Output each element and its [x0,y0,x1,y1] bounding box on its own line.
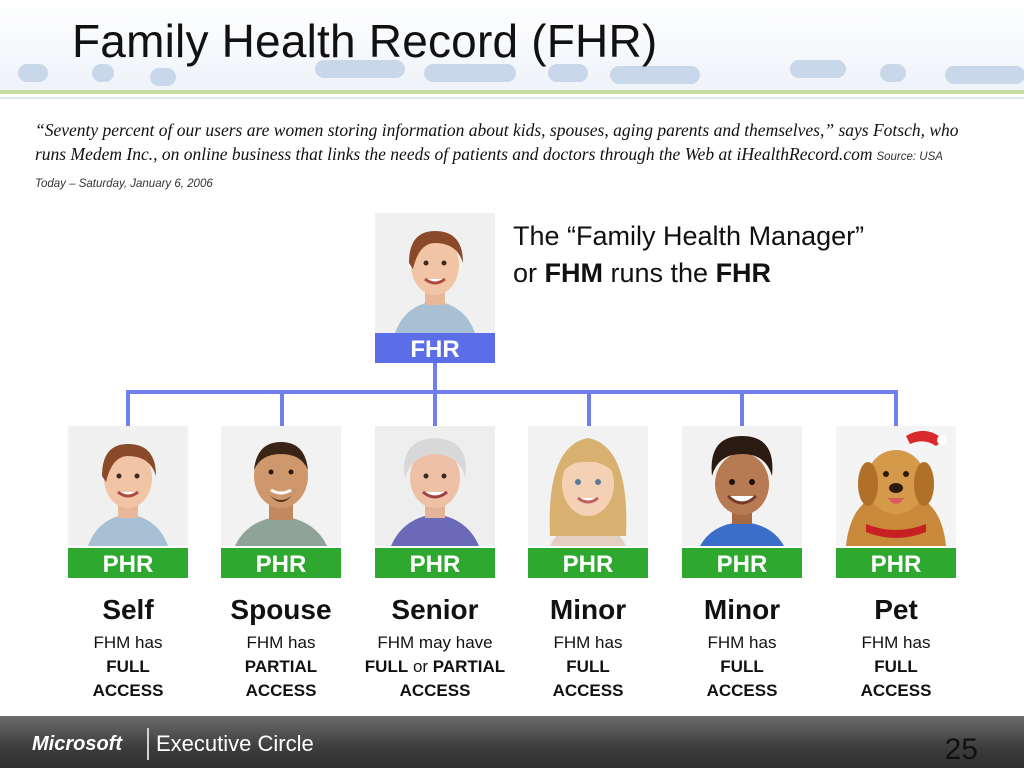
phr-tag: PHR [528,548,648,578]
access-line2 [503,655,673,679]
tree-branch-line [894,390,898,426]
decor-dot [18,64,48,82]
access-word: ACCESS [245,681,317,700]
header-divider [0,90,1024,94]
access-line1: FHM has [553,633,623,652]
tree-branch-line [740,390,744,426]
phr-tag: PHR [68,548,188,578]
member-access-self [43,631,213,703]
microsoft-logo: Microsoft [32,733,122,755]
access-word: ACCESS [860,681,932,700]
access-line2 [657,655,827,679]
decor-dot [150,68,176,86]
quote-source: Source: USA Today – Saturday, January 6, 2006 [35,151,943,190]
slide-title: Family Health Record (FHR) [72,15,658,67]
member-access-pet [811,631,981,703]
tree-trunk-line [433,363,437,393]
minor-girl-photo [528,426,648,546]
access-word: ACCESS [706,681,778,700]
decor-dot [790,60,846,78]
decor-dot [880,64,906,82]
access-level: FULL [364,657,409,676]
access-line3 [196,679,366,703]
header-divider-thin [0,97,1024,99]
access-line1: FHM has [246,633,316,652]
page-number: 25 [944,733,978,766]
member-name-senior: Senior [391,594,479,625]
phr-tag: PHR [836,548,956,578]
access-line1: FHM has [861,633,931,652]
access-line1: FHM has [707,633,777,652]
decor-dot [610,66,700,84]
access-line3 [503,679,673,703]
logo-separator [147,728,149,760]
quote-text: “Seventy percent of our users are women storing information about kids, spouses, aging parents and themselves,” says Fotsch, who runs Medem Inc., on online business that links the needs of patients and doctors through the Web at iHealthRecord.com [35,120,959,164]
fhm-caption-bold-fhm: FHM [544,258,603,288]
member-name-pet: Pet [874,594,918,625]
senior-photo [375,426,495,546]
tree-branch-line [433,390,437,426]
phr-tag: PHR [375,548,495,578]
access-line1: FHM has [93,633,163,652]
quote-block [35,118,975,196]
access-line2 [811,655,981,679]
footer-bar [0,716,1024,768]
access-level: FULL [566,657,610,676]
tree-branch-line [587,390,591,426]
access-line3 [350,679,520,703]
access-level-alt: PARTIAL [432,657,506,676]
access-line3 [811,679,981,703]
access-level: FULL [720,657,764,676]
member-name-self: Self [102,594,154,625]
access-line2 [350,655,520,679]
access-line2 [196,655,366,679]
member-name-spouse: Spouse [230,594,332,625]
fhm-caption [513,218,893,292]
executive-circle-label: Executive Circle [156,731,314,756]
member-access-minor [503,631,673,703]
spouse-photo [221,426,341,546]
access-word: ACCESS [92,681,164,700]
access-level: PARTIAL [244,657,318,676]
fhr-tag: FHR [375,333,495,363]
member-access-senior [350,631,520,703]
access-word: ACCESS [552,681,624,700]
decor-dot [945,66,1024,84]
manager-photo [375,213,495,333]
pet-photo [836,426,956,546]
phr-tag: PHR [221,548,341,578]
tree-branch-line [280,390,284,426]
member-name-minor: Minor [549,594,627,625]
tree-branch-line [126,390,130,426]
access-or: or [408,657,433,676]
access-line3 [43,679,213,703]
member-access-spouse [196,631,366,703]
fhm-caption-bold-fhr: FHR [715,258,772,288]
access-line1: FHM may have [377,633,493,652]
self-photo [68,426,188,546]
fhm-caption-pre: The “Family Health Manager” or [513,221,865,288]
member-name-minor: Minor [703,594,781,625]
tree-horizontal-line [126,390,898,394]
access-line2 [43,655,213,679]
access-word: ACCESS [399,681,471,700]
minor-boy-photo [682,426,802,546]
access-level: FULL [106,657,150,676]
member-access-minor [657,631,827,703]
access-line3 [657,679,827,703]
fhm-caption-mid: runs the [603,258,716,288]
access-level: FULL [874,657,918,676]
phr-tag: PHR [682,548,802,578]
